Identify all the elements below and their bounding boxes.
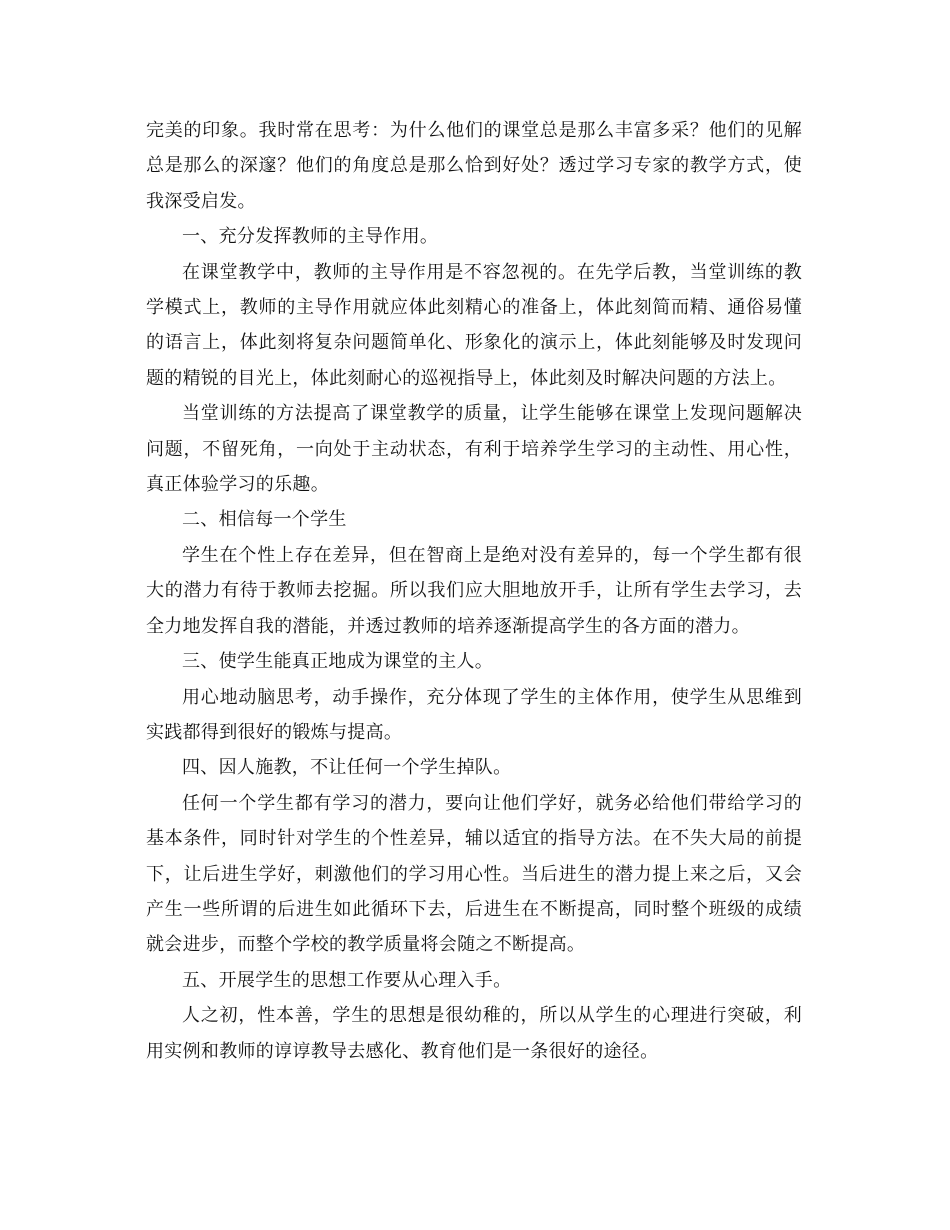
paragraph-1b: 当堂训练的方法提高了课堂教学的质量，让学生能够在课堂上发现问题解决问题，不留死角，一向处于主动状态，有利于培养学生学习的主动性、用心性，真正体验学习的乐趣。 xyxy=(146,403,802,496)
heading-3: 三、使学生能真正地成为课堂的主人。 xyxy=(182,651,494,673)
paragraph-intro-continuation: 完美的印象。我时常在思考：为什么他们的课堂总是那么丰富多采？他们的见解总是那么的深邃？他们的角度总是那么恰到好处？透过学习专家的教学方式，使我深受启发。 xyxy=(146,120,802,212)
paragraph-1a: 在课堂教学中，教师的主导作用是不容忽视的。在先学后教，当堂训练的教学模式上，教师的主导作用就应体此刻精心的准备上，体此刻简而精、通俗易懂的语言上，体此刻将复杂问题简单化、形象化的演示上，体此刻能够及时发现问题的精锐的目光上，体此刻耐心的巡视指导上，体此刻及时解决问题的方法上。 xyxy=(146,261,802,389)
document-body xyxy=(146,113,802,1069)
paragraph-5: 人之初，性本善，学生的思想是很幼稚的，所以从学生的心理进行突破，利用实例和教师的谆谆教导去感化、教育他们是一条很好的途径。 xyxy=(146,1005,802,1062)
paragraph-3: 用心地动脑思考，动手操作，充分体现了学生的主体作用，使学生从思维到实践都得到很好的锻炼与提高。 xyxy=(146,686,802,743)
heading-5: 五、开展学生的思想工作要从心理入手。 xyxy=(182,969,512,991)
paragraph-4: 任何一个学生都有学习的潜力，要向让他们学好，就务必给他们带给学习的基本条件，同时针对学生的个性差异，辅以适宜的指导方法。在不失大局的前提下，让后进生学好，刺激他们的学习用心性。当后进生的潜力提上来之后，又会产生一些所谓的后进生如此循环下去，后进生在不断提高，同时整个班级的成绩就会进步，而整个学校的教学质量将会随之不断提高。 xyxy=(146,792,802,956)
heading-2: 二、相信每一个学生 xyxy=(182,509,347,531)
heading-1: 一、充分发挥教师的主导作用。 xyxy=(182,226,439,248)
heading-4: 四、因人施教，不让任何一个学生掉队。 xyxy=(182,757,512,779)
paragraph-2: 学生在个性上存在差异，但在智商上是绝对没有差异的，每一个学生都有很大的潜力有待于教师去挖掘。所以我们应大胆地放开手，让所有学生去学习，去全力地发挥自我的潜能，并透过教师的培养逐渐提高学生的各方面的潜力。 xyxy=(146,544,802,637)
